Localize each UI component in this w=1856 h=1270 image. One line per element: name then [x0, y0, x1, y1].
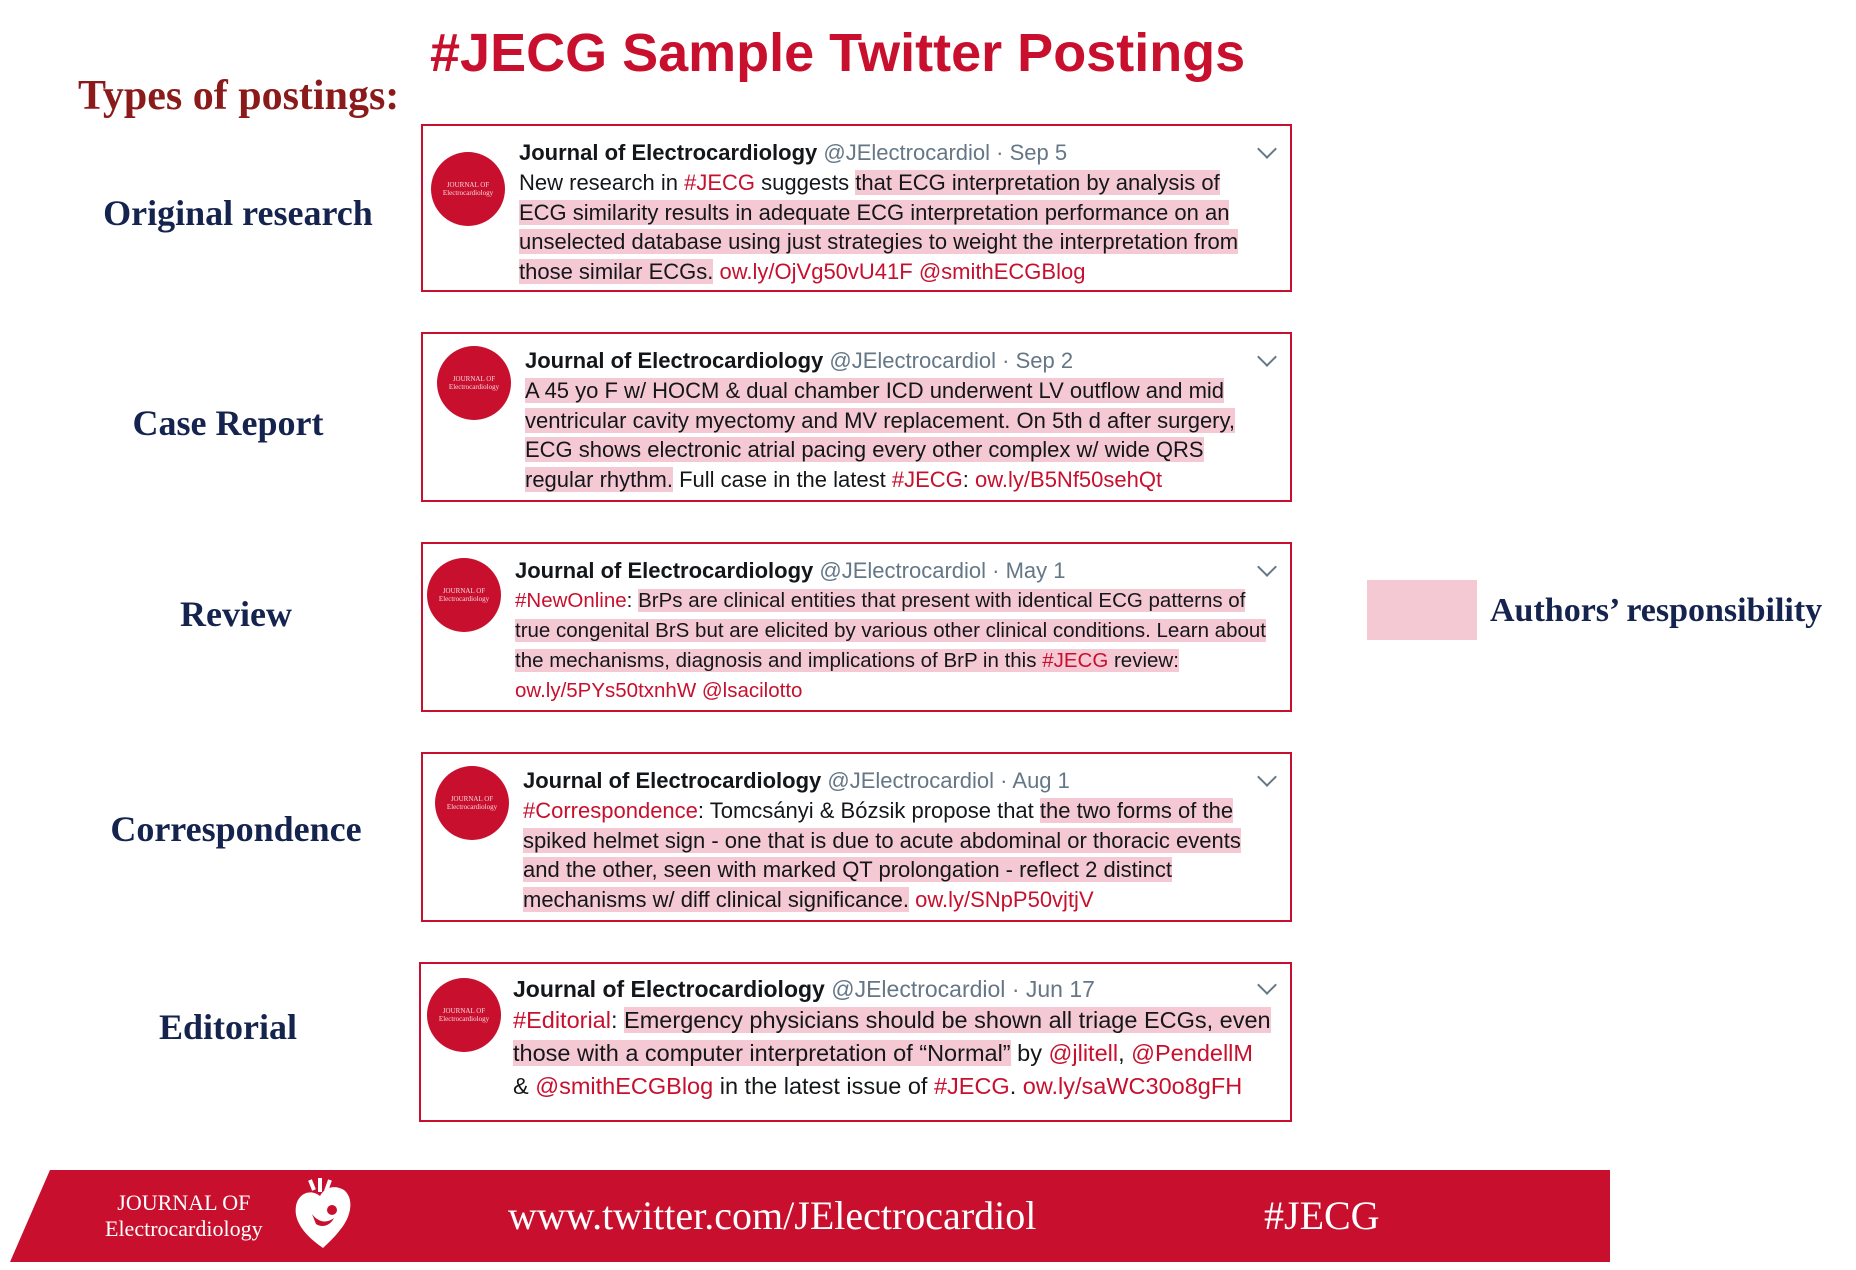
tweet-link[interactable]: ow.ly/B5Nf50sehQt: [975, 466, 1163, 492]
tweet-card-editorial[interactable]: [419, 962, 1292, 1122]
tweet-link[interactable]: ow.ly/OjVg50vU41F @smithECGBlog: [719, 258, 1086, 284]
category-review: Review: [180, 594, 292, 634]
authors-highlight: BrPs are clinical entities that present with identical ECG patterns of true congenital BrS but are elicited by various other clinical conditions. Learn about the mechanisms, diagnosis and implications of BrP in this: [515, 589, 1266, 672]
footer-twitter-url[interactable]: www.twitter.com/JElectrocardiol: [508, 1193, 1037, 1238]
page-title: #JECG Sample Twitter Postings: [430, 23, 1246, 83]
tweet-link[interactable]: ow.ly/SNpP50vjtjV: [915, 886, 1094, 912]
hashtag-link[interactable]: #JECG: [933, 1073, 1010, 1099]
tweet-header: Journal of Electrocardiology @JElectrocardiol · May 1: [515, 556, 1272, 586]
hashtag-link[interactable]: #JECG: [684, 170, 755, 195]
category-editorial: Editorial: [158, 1007, 297, 1047]
journal-avatar[interactable]: JOURNAL OF Electrocardiology: [427, 978, 501, 1052]
tweet-link[interactable]: ow.ly/5PYs50txnhW @lsacilotto: [515, 679, 803, 702]
journal-avatar[interactable]: JOURNAL OF Electrocardiology: [427, 558, 501, 632]
tweet-date[interactable]: Jun 17: [1025, 976, 1095, 1002]
legend-swatch: [1367, 580, 1477, 640]
chevron-down-icon[interactable]: [1257, 347, 1277, 367]
types-label: Types of postings:: [78, 73, 400, 119]
tweet-link[interactable]: ow.ly/saWC30o8gFH: [1022, 1073, 1243, 1099]
chevron-down-icon[interactable]: [1257, 139, 1277, 159]
tweet-header: Journal of Electrocardiology @JElectrocardiol · Sep 5: [519, 138, 1272, 168]
hashtag-link[interactable]: #Correspondence: [523, 798, 698, 823]
authors-highlight: the two forms of the spiked helmet sign - one that is due to acute abdominal or thoracic events and the other, seen with marked QT prolongation - reflect 2 distinct mechanisms w/ diff clinical significance.: [523, 798, 1241, 912]
author-name[interactable]: Journal of Electrocardiology: [519, 140, 818, 165]
authors-highlight: Emergency physicians should be shown all triage ECGs, even those with a computer interpretation of “Normal”: [513, 1007, 1271, 1066]
author-name[interactable]: Journal of Electrocardiology: [513, 976, 825, 1002]
tweet-date[interactable]: Sep 2: [1015, 348, 1074, 373]
author-name[interactable]: Journal of Electrocardiology: [525, 348, 824, 373]
chevron-down-icon[interactable]: [1257, 557, 1277, 577]
legend-label: Authors’ responsibility: [1490, 592, 1823, 629]
footer-hashtag[interactable]: #JECG: [1264, 1193, 1380, 1238]
category-case-report: Case Report: [132, 403, 324, 443]
authors-highlight: that ECG interpretation by analysis of ECG similarity results in adequate ECG interpretation performance on an unselected database using just strategies to weight the interpretation from those similar ECGs.: [519, 170, 1239, 284]
journal-avatar[interactable]: JOURNAL OF Electrocardiology: [437, 346, 511, 420]
tweet-text: #NewOnline: BrPs are clinical entities that present with identical ECG patterns of true congenital BrS but are elicited by various other clinical conditions. Learn about the mechanisms, diagnosis and implications of BrP in this #JECG review: ow.ly/5PYs50txnhW @lsacilotto: [515, 589, 1266, 702]
mention-link[interactable]: @PendellM: [1131, 1040, 1253, 1066]
mention-link[interactable]: @smithECGBlog: [535, 1073, 714, 1099]
mention-link[interactable]: @jlitell: [1048, 1040, 1119, 1066]
tweet-text: #Editorial: Emergency physicians should be shown all triage ECGs, even those with a computer interpretation of “Normal” by @jlitell, @PendellM & @smithECGBlog in the latest issue of #JECG. ow.ly/saWC30o8gFH: [513, 1007, 1271, 1099]
tweet-card-case-report[interactable]: [421, 332, 1292, 502]
tweet-card-original-research[interactable]: [421, 124, 1292, 292]
tweet-text: #Correspondence: Tomcsányi & Bózsik propose that the two forms of the spiked helmet sign - one that is due to acute abdominal or thoracic events and the other, seen with marked QT prolongation - reflect 2 distinct mechanisms w/ diff clinical significance. ow.ly/SNpP50vjtjV: [523, 798, 1241, 912]
tweet-card-correspondence[interactable]: [421, 752, 1292, 922]
tweet-text: A 45 yo F w/ HOCM & dual chamber ICD underwent LV outflow and mid ventricular cavity myectomy and MV replacement. On 5th d after surgery, ECG shows electronic atrial pacing every other complex w/ wide QRS regular rhythm. Full case in the latest #JECG: ow.ly/B5Nf50sehQt: [525, 378, 1235, 492]
category-original-research: Original research: [103, 193, 373, 233]
tweet-header: Journal of Electrocardiology @JElectrocardiol · Aug 1: [523, 766, 1272, 796]
tweet-date[interactable]: Aug 1: [1012, 768, 1070, 793]
author-name[interactable]: Journal of Electrocardiology: [523, 768, 822, 793]
hashtag-link[interactable]: #Editorial: [513, 1007, 611, 1033]
tweet-header: Journal of Electrocardiology @JElectrocardiol · Sep 2: [525, 346, 1272, 376]
chevron-down-icon[interactable]: [1257, 975, 1277, 995]
chevron-down-icon[interactable]: [1257, 767, 1277, 787]
journal-avatar[interactable]: JOURNAL OF Electrocardiology: [431, 152, 505, 226]
author-handle[interactable]: @JElectrocardiol: [827, 768, 995, 793]
author-handle[interactable]: @JElectrocardiol: [829, 348, 997, 373]
hashtag-link[interactable]: #NewOnline: [515, 589, 627, 612]
hashtag-link[interactable]: #JECG: [891, 466, 963, 492]
journal-avatar[interactable]: JOURNAL OF Electrocardiology: [435, 766, 509, 840]
tweet-card-review[interactable]: [421, 542, 1292, 712]
hashtag-link[interactable]: #JECG: [1042, 649, 1109, 672]
heart-logo-icon: [290, 1178, 356, 1254]
tweet-text: New research in #JECG suggests that ECG interpretation by analysis of ECG similarity results in adequate ECG interpretation performance on an unselected database using just strategies to weight the interpretation from those similar ECGs. ow.ly/OjVg50vU41F @smithECGBlog: [519, 170, 1239, 284]
author-name[interactable]: Journal of Electrocardiology: [515, 558, 814, 583]
category-correspondence: Correspondence: [110, 809, 362, 849]
author-handle[interactable]: @JElectrocardiol: [831, 976, 1006, 1002]
author-handle[interactable]: @JElectrocardiol: [819, 558, 987, 583]
tweet-header: Journal of Electrocardiology @JElectrocardiol · Jun 17: [513, 974, 1272, 1004]
author-handle[interactable]: @JElectrocardiol: [823, 140, 991, 165]
tweet-date[interactable]: May 1: [1005, 558, 1066, 583]
authors-highlight: A 45 yo F w/ HOCM & dual chamber ICD underwent LV outflow and mid ventricular cavity myectomy and MV replacement. On 5th d after surgery, ECG shows electronic atrial pacing every other complex w/ wide QRS regular rhythm.: [525, 378, 1235, 492]
tweet-date[interactable]: Sep 5: [1009, 140, 1068, 165]
footer-journal-name: JOURNAL OF Electrocardiology: [105, 1190, 263, 1241]
